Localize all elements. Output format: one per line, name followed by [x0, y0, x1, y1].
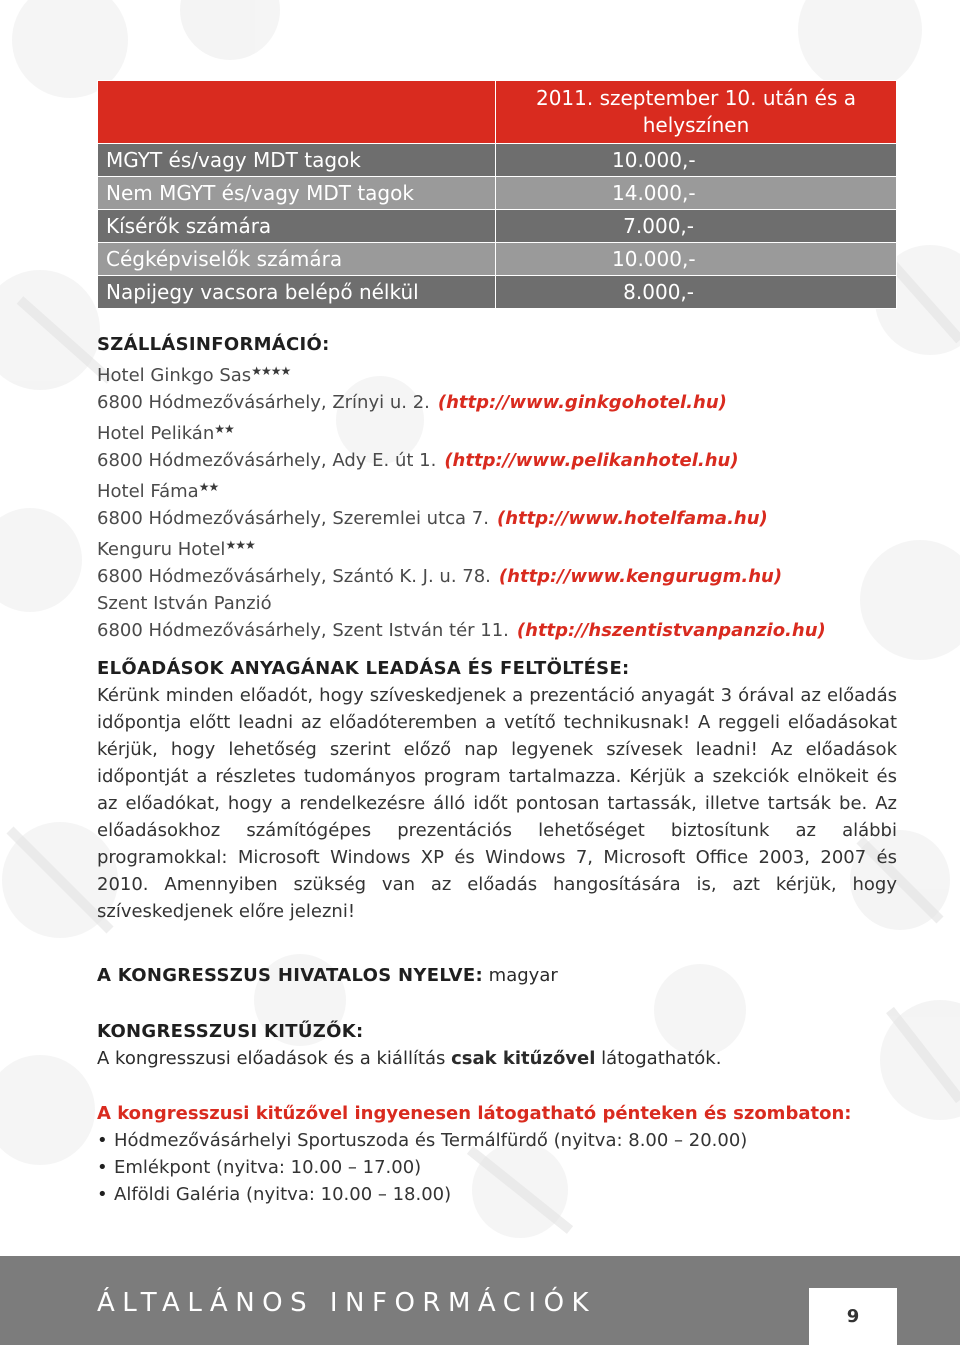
- table-row: [98, 243, 897, 276]
- hotel-link[interactable]: (http://www.pelikanhotel.hu): [444, 450, 739, 471]
- hotel-address-line: [97, 563, 897, 590]
- price-row-label: Kísérők számára: [98, 210, 496, 243]
- star-rating-icon: ★★: [214, 422, 234, 436]
- price-row-label: Nem MGYT és/vagy MDT tagok: [98, 177, 496, 210]
- star-rating-icon: ★★★: [225, 538, 255, 552]
- price-row-value: 8.000,-: [623, 280, 694, 304]
- hotel-name: [97, 532, 897, 563]
- hotel-address-line: [97, 447, 897, 474]
- hotel-name-text: Szent István Panzió: [97, 593, 272, 614]
- free-entry-section: [97, 1100, 897, 1208]
- hotel-address: 6800 Hódmezővásárhely, Szent István tér 11.: [97, 620, 509, 641]
- star-rating-icon: ★★: [198, 480, 219, 494]
- page-number: 9: [846, 1306, 860, 1327]
- price-row-value: 10.000,-: [612, 247, 696, 271]
- presentations-heading: ELŐADÁSOK ANYAGÁNAK LEADÁSA ÉS FELTÖLTÉSE:: [97, 658, 630, 679]
- hotel-address-line: [97, 389, 897, 416]
- price-table: [97, 80, 897, 309]
- language-section: [97, 962, 897, 989]
- price-row-value-cell: [496, 243, 897, 276]
- footer-band: [0, 1256, 960, 1345]
- free-entry-list: [97, 1127, 897, 1208]
- hotel-name-text: Hotel Ginkgo Sas: [97, 365, 252, 386]
- hotel-name: [97, 416, 897, 447]
- hotel-link[interactable]: (http://www.kengurugm.hu): [498, 566, 783, 587]
- hotel-link[interactable]: (http://hszentistvanpanzio.hu): [516, 620, 826, 641]
- price-row-label: Napijegy vacsora belépő nélkül: [98, 276, 496, 309]
- hotel-name: [97, 590, 897, 617]
- hotel-name-text: Hotel Pelikán: [97, 423, 215, 444]
- hotel-name: [97, 474, 897, 505]
- badges-text: [97, 1045, 897, 1072]
- hotel-link[interactable]: (http://www.ginkgohotel.hu): [437, 392, 727, 413]
- star-rating-icon: ★★★★: [251, 364, 291, 378]
- hotel-address: 6800 Hódmezővásárhely, Szeremlei utca 7.: [97, 508, 489, 529]
- price-table-header-label: 2011. szeptember 10. után és a helyszínen: [496, 81, 897, 144]
- badges-text-bold: csak kitűzővel: [451, 1048, 596, 1069]
- price-row-value-cell: [496, 144, 897, 177]
- hotel-name: [97, 358, 897, 389]
- language-value: magyar: [488, 965, 558, 986]
- hotel-address: 6800 Hódmezővásárhely, Ady E. út 1.: [97, 450, 437, 471]
- price-row-value: 7.000,-: [623, 214, 694, 238]
- badges-text-before: A kongresszusi előadások és a kiállítás: [97, 1048, 452, 1069]
- accommodation-section: [97, 331, 897, 644]
- hotel-address-line: [97, 505, 897, 532]
- presentations-text: Kérünk minden előadót, hogy szíveskedjenek a prezentáció anyagát 3 órával az előadás időpontja előtt leadni az előadóteremben a vetítő technikusnak! A reggeli előadásokat kérjük, hogy lehetőség szerint előző nap legyenek szívesek leadni! Az előadások időpontját a részletes tudományos program tartalmazza. Kérjük a szekciók elnökeit és az előadókat, hogy a rendelkezésre álló időt pontosan tartassák, illetve tartsák be. Az előadásokhoz számítógépes prezentációs lehetőséget biztosítunk az alábbi programokkal: Microsoft Windows XP és Windows 7, Microsoft Office 2003, 2007 és 2010. Amennyiben szükség van az előadás hangosítására is, azt kérjük, hogy szíveskedjenek előre jelezni!: [97, 685, 897, 922]
- list-item: • Emlékpont (nyitva: 10.00 – 17.00): [97, 1154, 897, 1181]
- price-row-label: MGYT és/vagy MDT tagok: [98, 144, 496, 177]
- badges-section: [97, 1018, 897, 1072]
- hotel-name-text: Hotel Fáma: [97, 481, 199, 502]
- list-item: • Hódmezővásárhelyi Sportuszoda és Termálfürdő (nyitva: 8.00 – 20.00): [97, 1127, 897, 1154]
- accommodation-heading: SZÁLLÁSINFORMÁCIÓ:: [97, 334, 330, 355]
- page-number-box: [809, 1288, 897, 1345]
- hotel-address-line: [97, 617, 897, 644]
- hotel-address: 6800 Hódmezővásárhely, Szántó K. J. u. 78.: [97, 566, 491, 587]
- list-item: • Alföldi Galéria (nyitva: 10.00 – 18.00): [97, 1181, 897, 1208]
- price-row-value-cell: [496, 276, 897, 309]
- language-heading: A KONGRESSZUS HIVATALOS NYELVE:: [97, 965, 483, 986]
- price-row-value: 14.000,-: [612, 181, 696, 205]
- table-row: [98, 144, 897, 177]
- table-row: [98, 276, 897, 309]
- price-row-label: Cégképviselők számára: [98, 243, 496, 276]
- badges-heading: KONGRESSZUSI KITŰZŐK:: [97, 1021, 364, 1042]
- hotel-link[interactable]: (http://www.hotelfama.hu): [496, 508, 768, 529]
- free-entry-heading: A kongresszusi kitűzővel ingyenesen látogatható pénteken és szombaton:: [97, 1103, 852, 1124]
- price-row-value-cell: [496, 210, 897, 243]
- price-table-header-empty: [98, 81, 496, 144]
- table-row: [98, 210, 897, 243]
- price-row-value: 10.000,-: [612, 148, 696, 172]
- table-row: [98, 177, 897, 210]
- hotel-address: 6800 Hódmezővásárhely, Zrínyi u. 2.: [97, 392, 430, 413]
- price-table-header: [98, 81, 897, 144]
- hotel-name-text: Kenguru Hotel: [97, 539, 226, 560]
- presentations-section: [97, 655, 897, 925]
- badges-text-after: látogathatók.: [595, 1048, 722, 1069]
- price-row-value-cell: [496, 177, 897, 210]
- footer-title: ÁLTALÁNOS INFORMÁCIÓK: [97, 1288, 597, 1318]
